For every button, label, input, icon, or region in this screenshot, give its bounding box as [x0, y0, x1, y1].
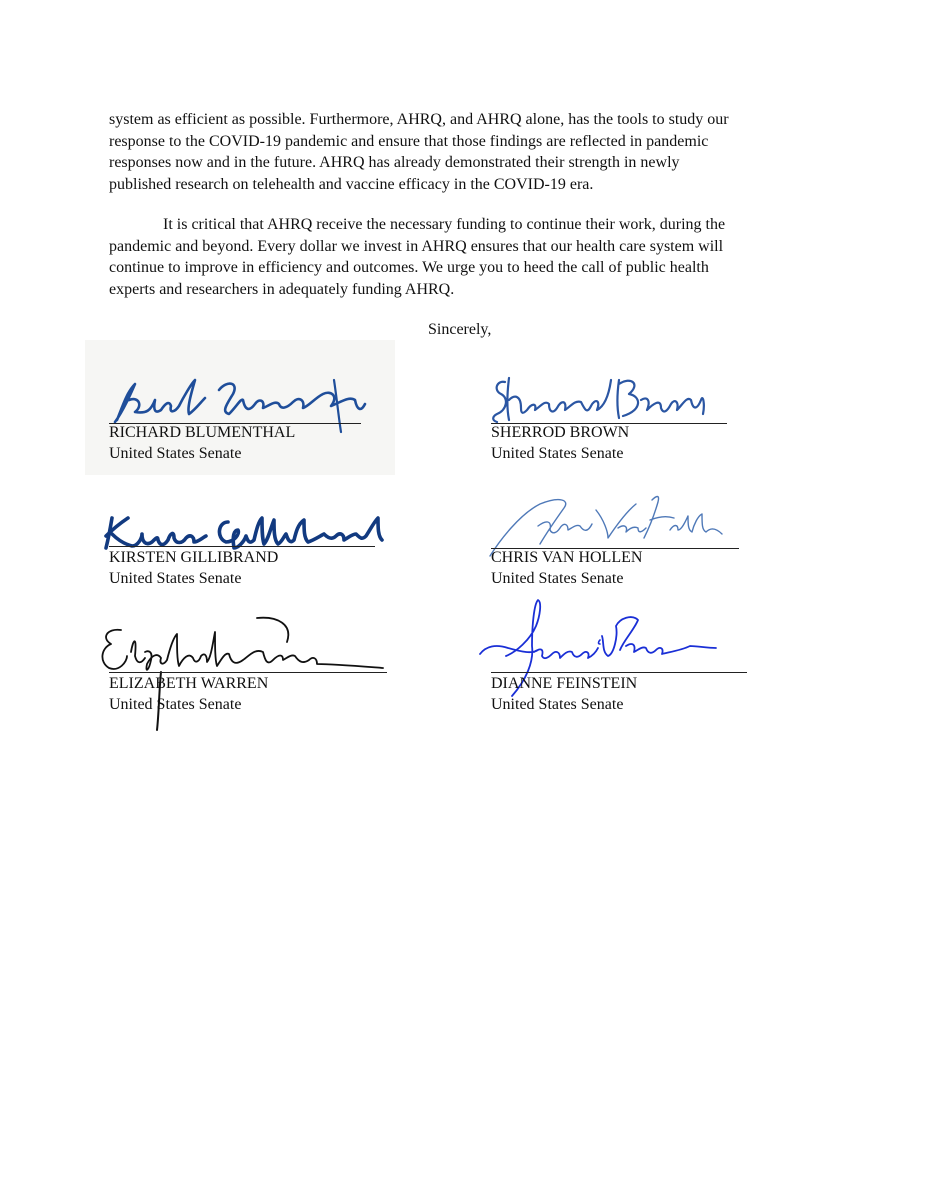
signature-block-van-hollen [480, 490, 780, 610]
signer-name: RICHARD BLUMENTHAL [109, 424, 296, 441]
signer-name: SHERROD BROWN [491, 424, 630, 441]
signer-name: CHRIS VAN HOLLEN [491, 549, 643, 566]
signature-block-warren [97, 612, 397, 732]
closing-salutation: Sincerely, [428, 321, 492, 338]
signature-block-feinstein [476, 596, 776, 716]
text-line: published research on telehealth and vaccine efficacy in the COVID-19 era. [109, 175, 594, 193]
signature-line [109, 546, 375, 547]
body-paragraph-1 [109, 109, 824, 195]
signature-block-gillibrand [98, 508, 398, 628]
text-line: system as efficient as possible. Furthermore, AHRQ, and AHRQ alone, has the tools to study our [109, 111, 729, 128]
signature-block-blumenthal [109, 370, 409, 490]
signature-line [109, 672, 387, 673]
body-paragraph-2 [109, 214, 824, 300]
signer-name: KIRSTEN GILLIBRAND [109, 549, 279, 566]
signer-title: United States Senate [109, 696, 242, 713]
text-line: response to the COVID-19 pandemic and ensure that those findings are reflected in pandemic [109, 132, 709, 150]
signer-title: United States Senate [109, 570, 242, 587]
signature-line [491, 672, 747, 673]
signature-block-brown [491, 370, 791, 490]
signer-name: DIANNE FEINSTEIN [491, 675, 638, 692]
text-line: responses now and in the future. AHRQ has already demonstrated their strength in newly [109, 154, 680, 171]
signer-title: United States Senate [491, 445, 624, 462]
text-line: It is critical that AHRQ receive the necessary funding to continue their work, during the [163, 216, 726, 233]
signer-name: ELIZABETH WARREN [109, 675, 269, 692]
signer-title: United States Senate [109, 445, 242, 462]
signer-title: United States Senate [491, 696, 624, 713]
text-line: pandemic and beyond. Every dollar we invest in AHRQ ensures that our health care system will [109, 237, 724, 255]
signer-title: United States Senate [491, 570, 624, 587]
text-line: continue to improve in efficiency and outcomes. We urge you to heed the call of public health [109, 259, 709, 276]
text-line: experts and researchers in adequately funding AHRQ. [109, 280, 455, 298]
